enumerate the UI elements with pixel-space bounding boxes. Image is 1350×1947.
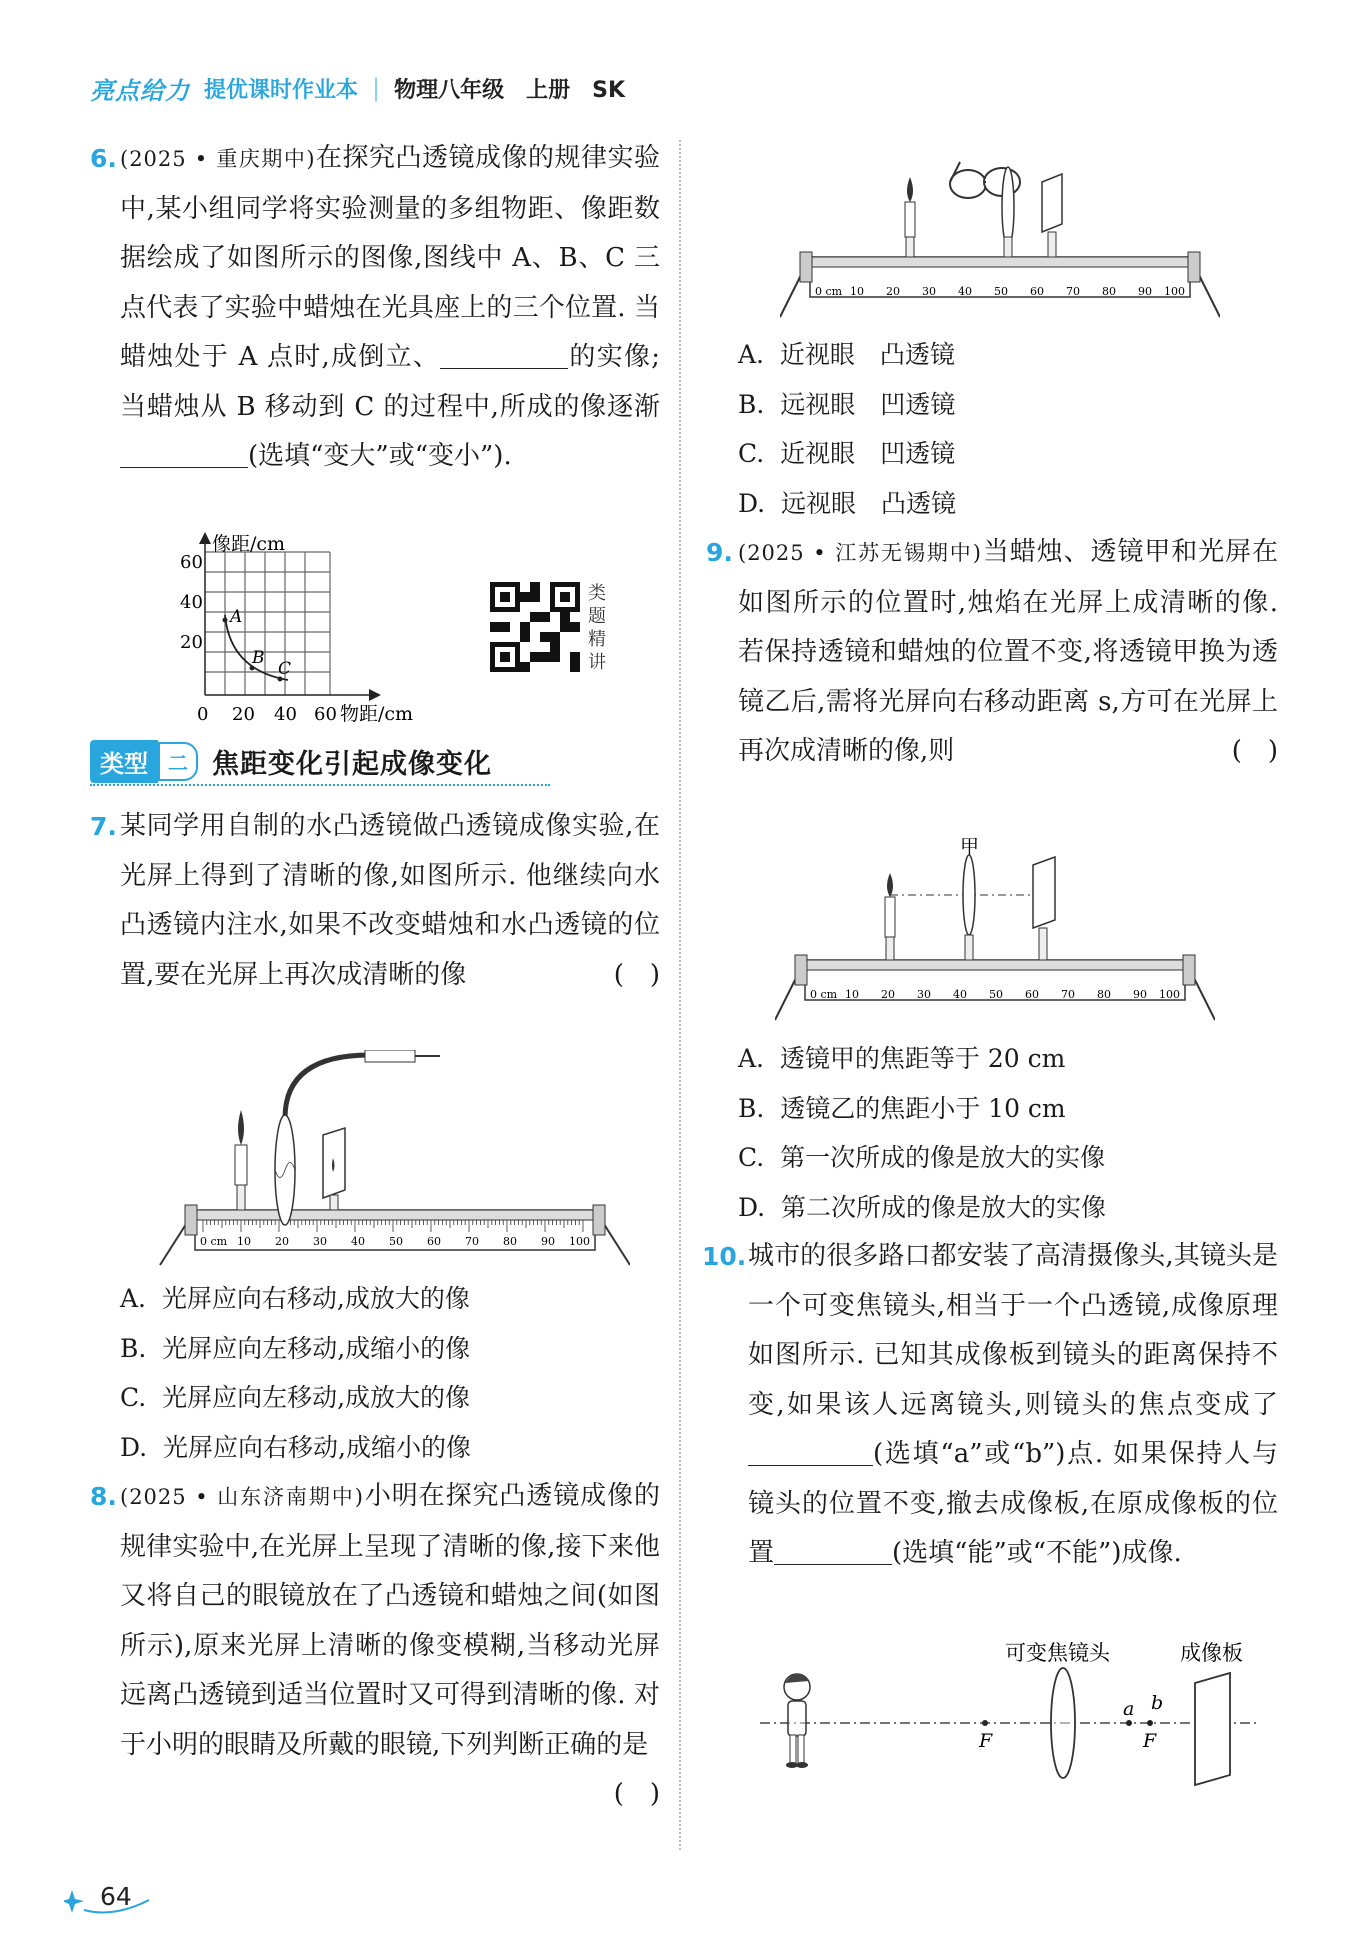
q10-text xyxy=(748,1232,1278,1579)
column-divider xyxy=(679,140,681,1850)
q6-source: (2025 • 重庆期中) xyxy=(120,147,316,171)
q7-tick-100: 100 xyxy=(569,1235,590,1248)
q10-text-1: 城市的很多路口都安装了高清摄像头,其镜头是一个可变焦镜头,相当于一个凸透镜,成像原理如图所示. 已知其成像板到镜头的距离保持不变,如果该人远离镜头,则镜头的焦点变成了 xyxy=(748,1241,1278,1420)
q10-text-3: (选填“能”或“不能”)成像. xyxy=(892,1538,1182,1568)
lens-jia-icon xyxy=(963,855,975,960)
q9-option-c[interactable]: C. 第一次所成的像是放大的实像 xyxy=(738,1143,1106,1172)
q9-tick-80: 80 xyxy=(1097,988,1111,1001)
q8-tick-0: 0 cm xyxy=(815,285,843,298)
q8-tick-90: 90 xyxy=(1138,285,1152,298)
q9-tick-60: 60 xyxy=(1025,988,1039,1001)
q7-tick-70: 70 xyxy=(465,1235,479,1248)
q8-options xyxy=(738,330,956,528)
q7-option-b[interactable]: B. 光屏应向左移动,成缩小的像 xyxy=(120,1333,471,1363)
type2-number: 二 xyxy=(158,742,198,781)
q9-answer-paren[interactable]: ( ) xyxy=(1231,736,1278,766)
qr-label: 类题精讲 xyxy=(588,583,606,673)
q7-bench xyxy=(160,1205,630,1265)
q6-xtick-0: 0 xyxy=(197,704,209,725)
q6-text-1: 在探究凸透镜成像的规律实验中,某小组同学将实验测量的多组物距、像距数据绘成了如图所示的图像,图线中 A、B、C 三点代表了实验中蜡烛在光具座上的三个位置. 当蜡烛处于 A 点时,成倒立、 xyxy=(120,143,660,372)
q9-tick-30: 30 xyxy=(917,988,931,1001)
q6-text-2: 的实像;当蜡烛从 B 移动到 C 的过程中,所成的像逐渐 xyxy=(120,342,660,422)
q9-source: (2025 • 江苏无锡期中) xyxy=(738,541,982,565)
q9-figure xyxy=(775,835,1215,1025)
q10-text-2: (选填“a”或“b”)点. 如果保持人与镜头的位置不变,撤去成像板,在原成像板的位置 xyxy=(748,1439,1278,1568)
screen-icon xyxy=(1033,857,1055,960)
q9-tick-50: 50 xyxy=(989,988,1003,1001)
candle-icon xyxy=(905,177,915,257)
q9-tick-40: 40 xyxy=(953,988,967,1001)
person-icon xyxy=(784,1673,810,1768)
type2-title: 焦距变化引起成像变化 xyxy=(212,749,492,780)
q7-stem: 某同学用自制的水凸透镜做凸透镜成像实验,在光屏上得到了清晰的像,如图所示. 他继续向水凸透镜内注水,如果不改变蜡烛和水凸透镜的位置,要在光屏上再次成清晰的像 xyxy=(120,811,660,990)
q6-number: 6. xyxy=(90,144,117,173)
q9-number: 9. xyxy=(706,538,733,567)
q6-text xyxy=(120,134,660,482)
q10-board-label: 成像板 xyxy=(1180,1641,1243,1665)
q6-point-a xyxy=(223,618,228,623)
q7-tick-0: 0 cm xyxy=(200,1235,228,1248)
type2-underline xyxy=(90,784,550,786)
q7-tick-80: 80 xyxy=(503,1235,517,1248)
q10-point-a-label: a xyxy=(1123,1698,1135,1720)
q8-option-a[interactable]: A. 近视眼 凸透镜 xyxy=(738,340,955,369)
q10-lens-label: 可变焦镜头 xyxy=(1005,1641,1110,1665)
q6-xtick-40: 40 xyxy=(274,704,297,725)
q9-text xyxy=(738,528,1278,777)
q7-tick-60: 60 xyxy=(427,1235,441,1248)
q6-label-c: C xyxy=(278,659,292,679)
q6-xtick-20: 20 xyxy=(232,704,255,725)
q9-bench xyxy=(775,955,1215,1020)
subject-label: 物理八年级 上册 SK xyxy=(394,77,626,103)
q6-blank-1[interactable] xyxy=(440,337,568,369)
q10-point-b-dot xyxy=(1147,1720,1153,1726)
q8-answer-paren[interactable]: ( ) xyxy=(613,1779,660,1809)
imaging-board-icon xyxy=(1195,1673,1230,1785)
q8-figure xyxy=(780,142,1220,322)
type2-label: 类型 xyxy=(90,740,158,783)
qr-code-icon[interactable] xyxy=(490,582,580,672)
q7-tick-40: 40 xyxy=(351,1235,365,1248)
q8-option-b[interactable]: B. 远视眼 凹透镜 xyxy=(738,389,956,419)
q7-tick-10: 10 xyxy=(237,1235,251,1248)
brand-logo: 亮点给力 xyxy=(90,76,190,105)
q8-option-d[interactable]: D. 远视眼 凸透镜 xyxy=(738,488,956,518)
q7-options xyxy=(120,1274,471,1472)
q8-bench xyxy=(780,252,1220,317)
page-number: 64 xyxy=(100,1882,132,1911)
series-title: 提优课时作业本 xyxy=(204,77,359,103)
q8-option-c[interactable]: C. 近视眼 凹透镜 xyxy=(738,439,956,468)
q7-option-a[interactable]: A. 光屏应向右移动,成放大的像 xyxy=(120,1284,470,1313)
q8-stem: 小明在探究凸透镜成像的规律实验中,在光屏上呈现了清晰的像,接下来他又将自己的眼镜放在了凸透镜和蜡烛之间(如图所示),原来光屏上清晰的像变模糊,当移动光屏远离凸透镜到适当位置时又可得到清晰的像. 对于小明的眼睛及所戴的眼镜,下列判断正确的是 xyxy=(120,1481,660,1760)
q6-graph xyxy=(160,530,440,730)
q8-text xyxy=(120,1472,660,1820)
q6-label-a: A xyxy=(230,607,243,627)
q10-focus-right-label: F xyxy=(1143,1730,1157,1752)
q10-point-a-dot xyxy=(1126,1720,1132,1726)
q7-option-d[interactable]: D. 光屏应向右移动,成缩小的像 xyxy=(120,1432,471,1462)
q9-tick-90: 90 xyxy=(1133,988,1147,1001)
q8-tick-30: 30 xyxy=(922,285,936,298)
q8-tick-50: 50 xyxy=(994,285,1008,298)
header-divider: | xyxy=(372,74,381,102)
screen-icon xyxy=(323,1128,345,1210)
q9-tick-10: 10 xyxy=(845,988,859,1001)
q7-figure xyxy=(155,1050,630,1275)
q10-number: 10. xyxy=(702,1242,747,1271)
page-header xyxy=(90,68,625,108)
q9-tick-20: 20 xyxy=(881,988,895,1001)
q6-xtick-60: 60 xyxy=(314,704,337,725)
q9-tick-0: 0 cm xyxy=(810,988,838,1001)
q9-option-b[interactable]: B. 透镜乙的焦距小于 10 cm xyxy=(738,1093,1066,1123)
lens-icon xyxy=(1002,167,1014,257)
q9-tick-100: 100 xyxy=(1159,988,1180,1001)
q6-blank-2[interactable] xyxy=(120,436,248,468)
q8-number: 8. xyxy=(90,1482,117,1511)
q10-blank-2[interactable] xyxy=(774,1533,892,1565)
q7-tick-30: 30 xyxy=(313,1235,327,1248)
q8-tick-100: 100 xyxy=(1164,285,1185,298)
q8-tick-70: 70 xyxy=(1066,285,1080,298)
q9-stem: 当蜡烛、透镜甲和光屏在如图所示的位置时,烛焰在光屏上成清晰的像. 若保持透镜和蜡烛的位置不变,将透镜甲换为透镜乙后,需将光屏向右移动距离 s,方可在光屏上再次成清晰的像,则 xyxy=(738,537,1278,766)
q6-label-b: B xyxy=(252,648,265,668)
candle-icon xyxy=(885,873,895,960)
q8-tick-40: 40 xyxy=(958,285,972,298)
q8-source: (2025 • 山东济南期中) xyxy=(120,1485,364,1509)
screen-icon xyxy=(1042,174,1062,257)
type2-banner xyxy=(90,740,492,783)
q6-ylabel: 像距/cm xyxy=(212,533,286,555)
q8-tick-20: 20 xyxy=(886,285,900,298)
q8-tick-10: 10 xyxy=(850,285,864,298)
q10-focus-left-label: F xyxy=(979,1730,993,1752)
q7-text xyxy=(120,802,660,1000)
q9-tick-70: 70 xyxy=(1061,988,1075,1001)
q7-option-c[interactable]: C. 光屏应向左移动,成放大的像 xyxy=(120,1383,471,1412)
q9-option-d[interactable]: D. 第二次所成的像是放大的实像 xyxy=(738,1192,1106,1222)
q7-answer-paren[interactable]: ( ) xyxy=(613,959,660,990)
q6-ytick-40: 40 xyxy=(180,592,203,613)
q9-option-a[interactable]: A. 透镜甲的焦距等于 20 cm xyxy=(738,1044,1066,1073)
q10-blank-1[interactable] xyxy=(748,1434,873,1466)
q10-figure xyxy=(755,1635,1270,1790)
q9-lens-label: 甲 xyxy=(960,836,980,858)
q6-ytick-60: 60 xyxy=(180,552,203,573)
q7-tick-20: 20 xyxy=(275,1235,289,1248)
q8-tick-80: 80 xyxy=(1102,285,1116,298)
q7-tick-90: 90 xyxy=(541,1235,555,1248)
water-lens-icon xyxy=(275,1050,440,1225)
q7-tick-50: 50 xyxy=(389,1235,403,1248)
q7-number: 7. xyxy=(90,812,117,841)
q6-xlabel: 物距/cm xyxy=(340,703,414,725)
candle-icon xyxy=(235,1110,247,1210)
q6-text-3: (选填“变大”或“变小”). xyxy=(248,441,512,471)
q6-ytick-20: 20 xyxy=(180,632,203,653)
q9-options xyxy=(738,1034,1106,1232)
q8-tick-60: 60 xyxy=(1030,285,1044,298)
q10-point-b-label: b xyxy=(1151,1692,1164,1714)
